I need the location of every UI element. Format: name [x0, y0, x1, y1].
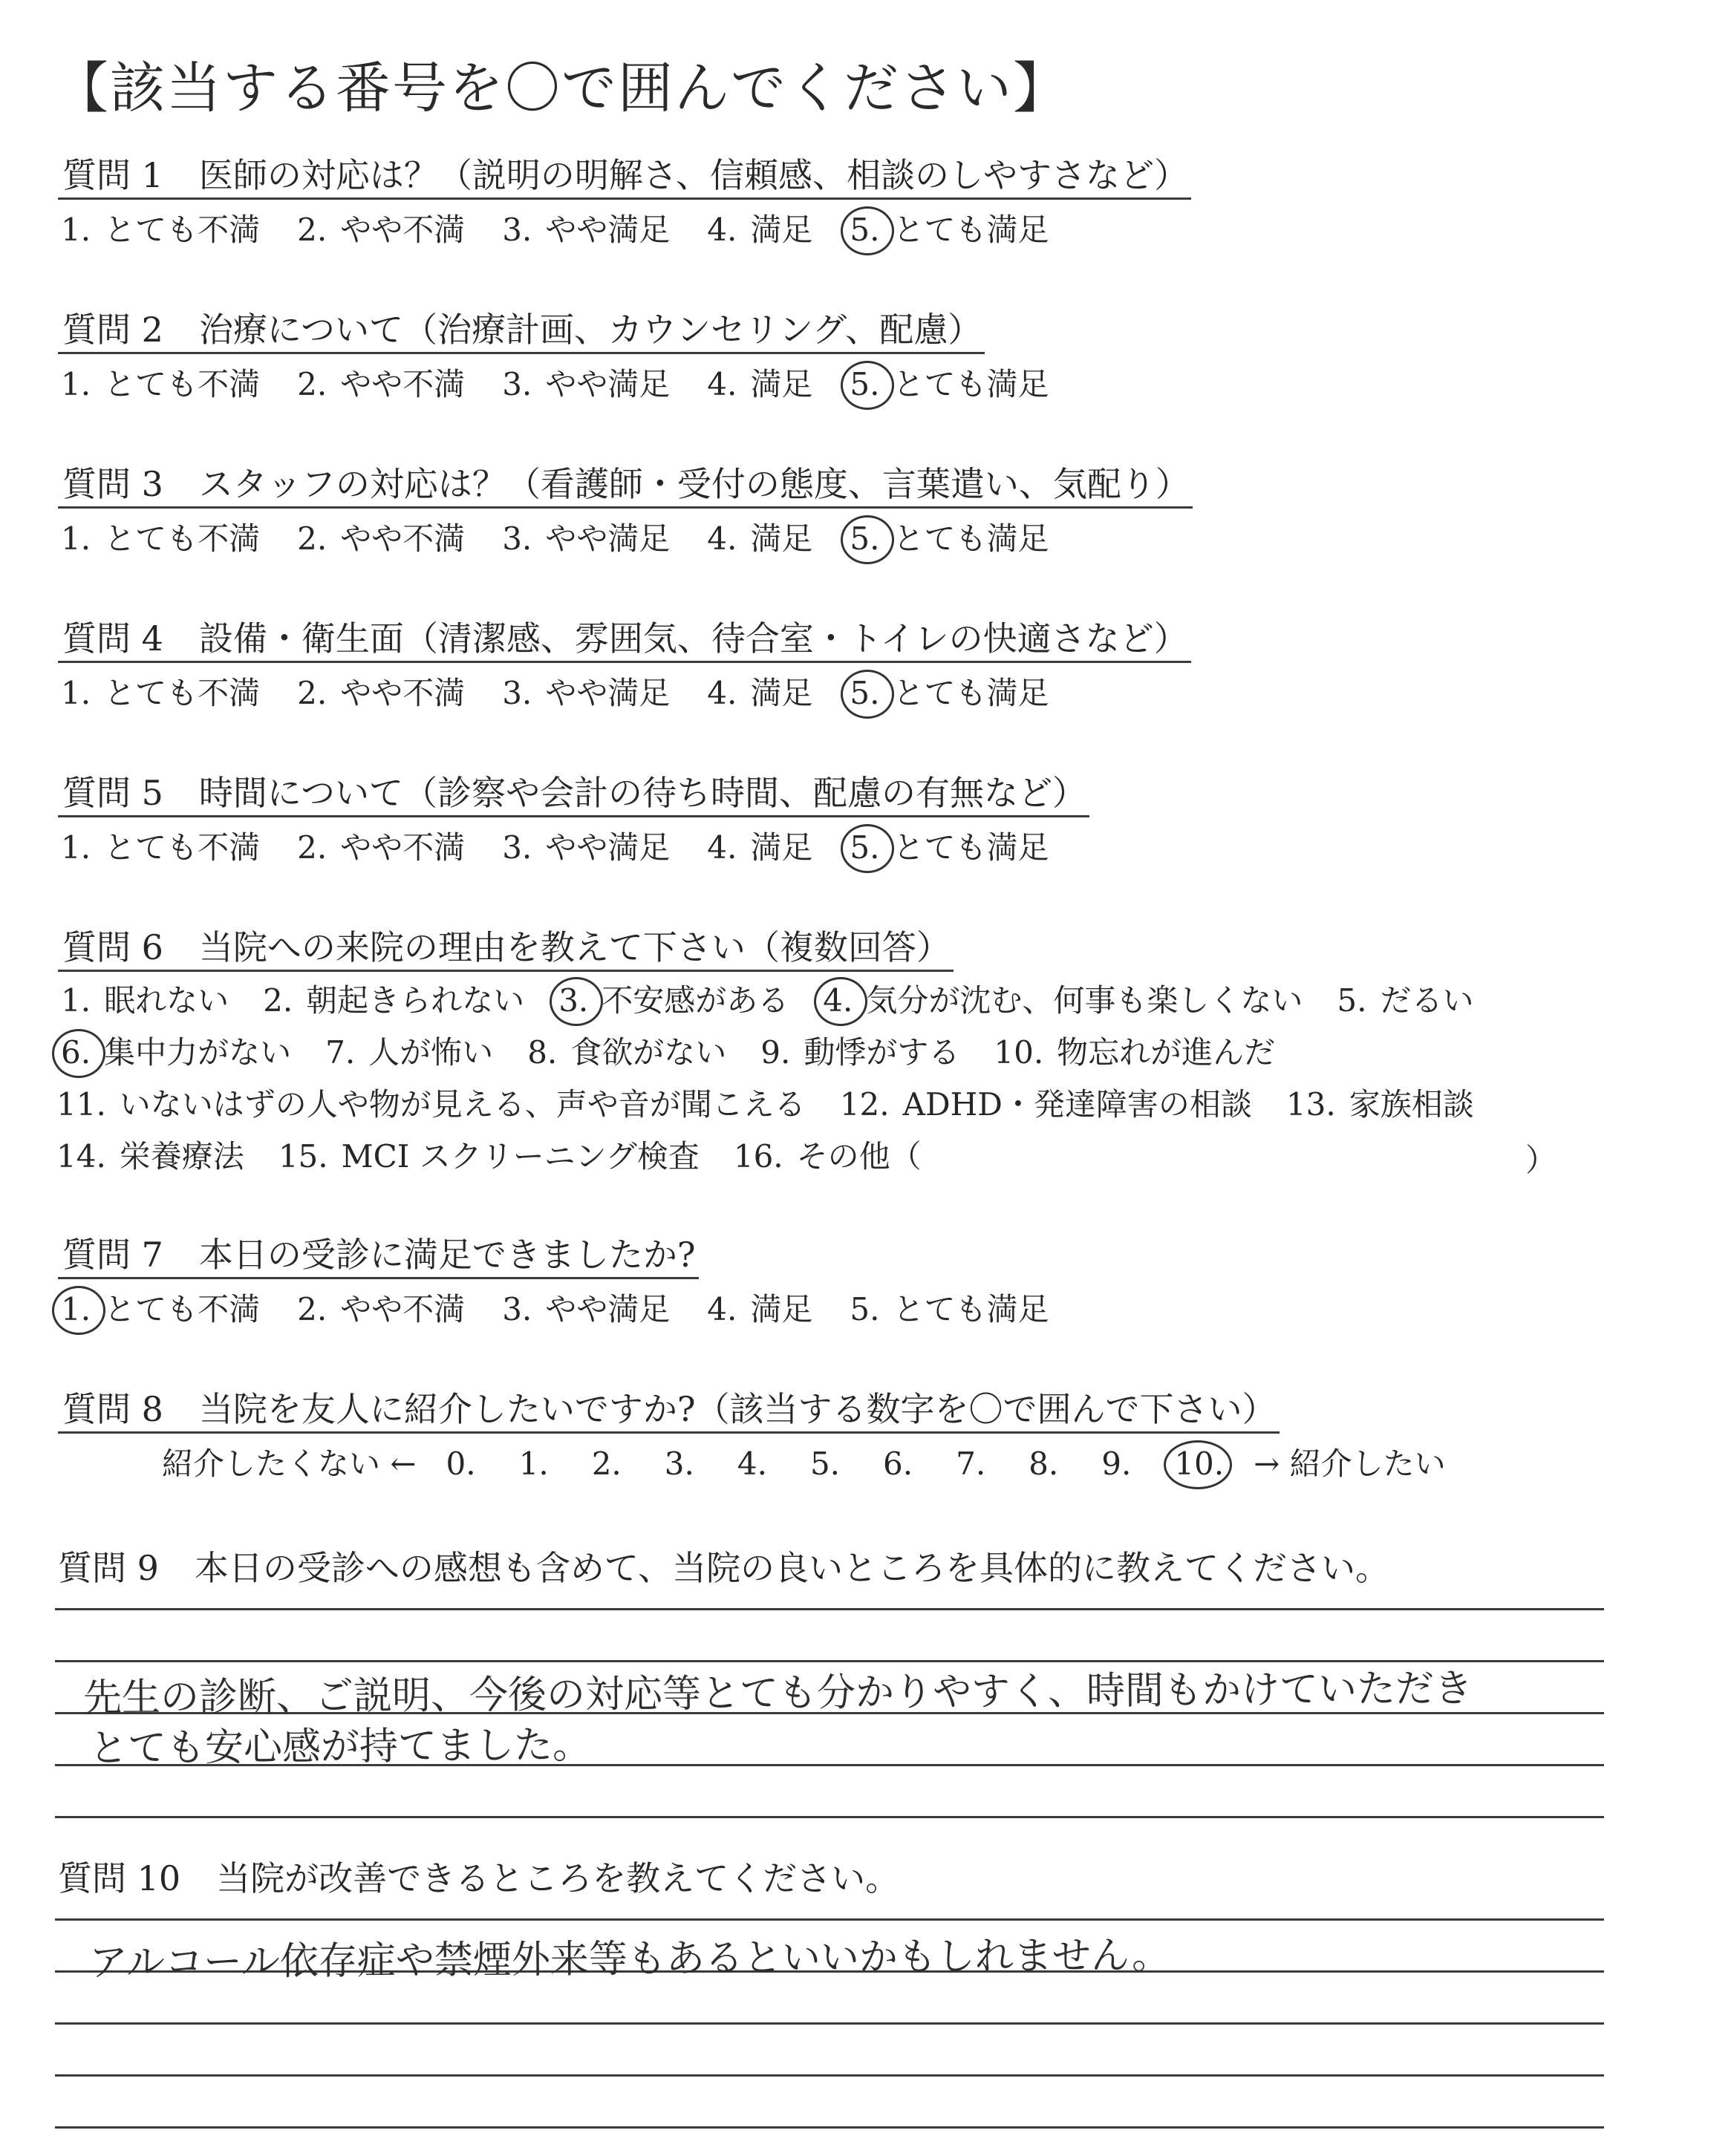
question-1-options — [61, 209, 1049, 251]
question-text: 当院が改善できるところを教えてください。 — [216, 1858, 900, 1898]
scale-number[interactable]: 5. — [809, 1446, 841, 1482]
option-number[interactable]: 12. — [839, 1086, 890, 1123]
option-number[interactable]: 3. — [502, 829, 532, 866]
option-label: とても不満 — [104, 212, 261, 248]
option-label: 家族相談 — [1349, 1086, 1474, 1123]
option-number[interactable]: 1. — [61, 675, 91, 711]
selected-option-number[interactable]: 3. — [558, 980, 588, 1022]
question-3-options — [61, 518, 1049, 560]
option-number[interactable]: 2. — [297, 829, 327, 866]
question-3-title — [58, 462, 1193, 509]
option-number[interactable]: 1. — [61, 520, 91, 557]
option-number[interactable]: 4. — [707, 366, 737, 402]
option-label: やや満足 — [545, 520, 671, 557]
question-number: 質問 4 — [62, 618, 163, 659]
option-label: 食欲がない — [570, 1034, 727, 1071]
option-label: 満足 — [750, 212, 813, 248]
option-label: 集中力がない — [104, 1034, 292, 1071]
option-label: とても満足 — [893, 1291, 1049, 1327]
question-6-title — [58, 925, 954, 972]
option-label: 満足 — [750, 829, 813, 866]
option-label: とても満足 — [893, 675, 1049, 711]
question-text: 時間について（診察や会計の待ち時間、配慮の有無など） — [198, 773, 1086, 813]
question-text: 当院への来院の理由を教えて下さい（複数回答） — [198, 927, 951, 967]
selected-option-number[interactable]: 5. — [850, 673, 879, 714]
option-label: その他（ — [796, 1138, 922, 1175]
question-text: 本日の受診に満足できましたか? — [198, 1235, 696, 1275]
option-number[interactable]: 14. — [56, 1138, 106, 1175]
option-label: 満足 — [750, 520, 813, 557]
option-label: とても満足 — [893, 520, 1049, 557]
answer-line — [55, 1816, 1604, 1818]
option-number[interactable]: 4. — [707, 1291, 737, 1327]
option-number[interactable]: 15. — [278, 1138, 328, 1175]
scale-number[interactable]: 9. — [1101, 1446, 1132, 1482]
option-number[interactable]: 2. — [297, 1291, 327, 1327]
selected-option-number[interactable]: 5. — [850, 827, 879, 869]
question-number: 質問 2 — [62, 310, 163, 350]
option-number[interactable]: 5. — [850, 1291, 880, 1327]
option-number[interactable]: 1. — [61, 212, 91, 248]
option-number[interactable]: 1. — [61, 982, 91, 1019]
option-label: 朝起きられない — [306, 982, 525, 1019]
option-label: 満足 — [750, 675, 813, 711]
option-number[interactable]: 3. — [502, 675, 532, 711]
scale-number[interactable]: 2. — [591, 1446, 622, 1482]
question-6-reasons-row-3 — [56, 1084, 1474, 1126]
scale-left-label: 紹介したくない ← — [162, 1446, 417, 1482]
question-5-options — [61, 827, 1049, 869]
question-text: スタッフの対応は？（看護師・受付の態度、言葉遣い、気配り） — [198, 464, 1190, 504]
question-6-reasons-row-4 — [56, 1136, 922, 1177]
option-label: やや不満 — [340, 675, 466, 711]
option-label: やや不満 — [340, 212, 466, 248]
option-label: とても不満 — [104, 520, 261, 557]
question-8-title — [58, 1387, 1280, 1434]
scale-number[interactable]: 1. — [518, 1446, 549, 1482]
option-label: とても不満 — [104, 366, 261, 402]
question-text: 本日の受診への感想も含めて、当院の良いところを具体的に教えてください。 — [194, 1548, 1389, 1588]
option-number[interactable]: 10. — [994, 1034, 1044, 1071]
option-number[interactable]: 4. — [707, 829, 737, 866]
handwritten-answer-9-line-2[interactable]: とても安心感が持てました。 — [88, 1722, 592, 1771]
option-label: やや満足 — [545, 212, 671, 248]
option-label: 眠れない — [104, 982, 229, 1019]
selected-option-number[interactable]: 5. — [850, 518, 879, 560]
option-label: MCI スクリーニング検査 — [341, 1138, 700, 1175]
selected-option-number[interactable]: 6. — [61, 1032, 91, 1074]
option-label: やや満足 — [545, 366, 671, 402]
question-8-scale — [162, 1443, 1446, 1485]
question-2-title — [58, 307, 985, 354]
option-label: やや不満 — [340, 366, 466, 402]
question-number: 質問 6 — [62, 927, 163, 967]
option-label: 不安感がある — [602, 982, 789, 1019]
answer-line — [55, 1608, 1604, 1610]
option-label: 満足 — [750, 366, 813, 402]
question-5-title — [58, 771, 1089, 817]
answer-line — [55, 2074, 1604, 2077]
selected-scale-number[interactable]: 10. — [1174, 1443, 1224, 1485]
option-number[interactable]: 3. — [502, 1291, 532, 1327]
question-6-reasons-row-1 — [61, 980, 1473, 1022]
question-7-title — [58, 1232, 699, 1279]
handwritten-answer-9-line-1[interactable]: 先生の診断、ご説明、今後の対応等とても分かりやすく、時間もかけていただき — [82, 1666, 1473, 1721]
option-label: やや不満 — [340, 1291, 466, 1327]
option-number[interactable]: 4. — [707, 675, 737, 711]
option-label: やや不満 — [340, 520, 466, 557]
option-label: やや不満 — [340, 829, 466, 866]
option-label: いないはずの人や物が見える、声や音が聞こえる — [119, 1086, 806, 1123]
option-label: とても不満 — [104, 675, 261, 711]
question-2-options — [61, 364, 1049, 405]
option-number[interactable]: 2. — [263, 982, 293, 1019]
selected-option-number[interactable]: 4. — [823, 980, 853, 1022]
option-label: 栄養療法 — [119, 1138, 244, 1175]
option-label: ADHD・発達障害の相談 — [902, 1086, 1252, 1123]
question-number: 質問 7 — [62, 1235, 163, 1275]
question-7-options — [61, 1289, 1049, 1330]
option-number[interactable]: 3. — [502, 366, 532, 402]
option-number[interactable]: 5. — [1337, 982, 1367, 1019]
option-number[interactable]: 7. — [325, 1034, 356, 1071]
option-number[interactable]: 8. — [527, 1034, 558, 1071]
option-label: 物忘れが進んだ — [1057, 1034, 1276, 1071]
option-number[interactable]: 1. — [61, 366, 91, 402]
scale-right-label: → 紹介したい — [1254, 1446, 1446, 1482]
question-9-title — [58, 1546, 1389, 1590]
option-number[interactable]: 11. — [56, 1086, 106, 1123]
option-number[interactable]: 3. — [502, 212, 532, 248]
question-6-reasons-row-2 — [61, 1032, 1275, 1074]
question-1-title — [58, 153, 1191, 200]
option-number[interactable]: 3. — [502, 520, 532, 557]
question-text: 当院を友人に紹介したいですか?（該当する数字を〇で囲んで下さい） — [198, 1389, 1277, 1429]
option-number[interactable]: 2. — [297, 212, 327, 248]
option-number[interactable]: 9. — [760, 1034, 791, 1071]
scale-number[interactable]: 4. — [737, 1446, 767, 1482]
answer-line — [55, 2022, 1604, 2025]
scale-number[interactable]: 8. — [1029, 1446, 1059, 1482]
question-4-title — [58, 616, 1191, 663]
question-number: 質問 1 — [62, 155, 163, 195]
scale-number[interactable]: 6. — [883, 1446, 913, 1482]
option-number[interactable]: 2. — [297, 675, 327, 711]
option-label: とても不満 — [104, 829, 261, 866]
option-number[interactable]: 2. — [297, 520, 327, 557]
scale-number[interactable]: 0. — [446, 1446, 476, 1482]
question-number: 質問 10 — [58, 1858, 181, 1898]
option-number[interactable]: 4. — [707, 520, 737, 557]
option-number[interactable]: 2. — [297, 366, 327, 402]
option-label: やや満足 — [545, 675, 671, 711]
selected-option-number[interactable]: 5. — [850, 209, 879, 251]
option-label: とても満足 — [893, 366, 1049, 402]
selected-option-number[interactable]: 1. — [61, 1289, 91, 1330]
handwritten-answer-10-line-1[interactable]: アルコール依存症や禁煙外来等もあるといいかもしれません。 — [88, 1933, 1171, 1986]
other-close-paren: ） — [1525, 1142, 1557, 1178]
question-10-title — [58, 1856, 899, 1901]
scale-number[interactable]: 3. — [664, 1446, 694, 1482]
option-label: 動悸がする — [804, 1034, 960, 1071]
option-label: 満足 — [750, 1291, 813, 1327]
answer-line — [55, 2126, 1604, 2129]
question-number: 質問 5 — [62, 773, 163, 813]
option-number[interactable]: 13. — [1285, 1086, 1336, 1123]
option-label: 気分が沈む、何事も楽しくない — [866, 982, 1303, 1019]
answer-line — [55, 1918, 1604, 1921]
option-number[interactable]: 4. — [707, 212, 737, 248]
page-title: 【該当する番号を〇で囲んでください】 — [53, 56, 1069, 120]
selected-option-number[interactable]: 5. — [850, 364, 879, 405]
scale-number[interactable]: 7. — [956, 1446, 986, 1482]
option-number[interactable]: 16. — [733, 1138, 783, 1175]
option-label: とても満足 — [893, 829, 1049, 866]
option-label: やや満足 — [545, 1291, 671, 1327]
option-label: 人が怖い — [368, 1034, 494, 1071]
option-label: やや満足 — [545, 829, 671, 866]
question-4-options — [61, 673, 1049, 714]
question-text: 設備・衛生面（清潔感、雰囲気、待合室・トイレの快適さなど） — [198, 618, 1188, 659]
option-label: だるい — [1380, 982, 1474, 1019]
question-number: 質問 3 — [62, 464, 163, 504]
question-number: 質問 9 — [58, 1548, 159, 1588]
question-number: 質問 8 — [62, 1389, 163, 1429]
option-label: とても不満 — [104, 1291, 261, 1327]
option-number[interactable]: 1. — [61, 829, 91, 866]
option-label: とても満足 — [893, 212, 1049, 248]
question-text: 治療について（治療計画、カウンセリング、配慮） — [198, 310, 982, 350]
question-text: 医師の対応は？（説明の明解さ、信頼感、相談のしやすさなど） — [198, 155, 1189, 195]
